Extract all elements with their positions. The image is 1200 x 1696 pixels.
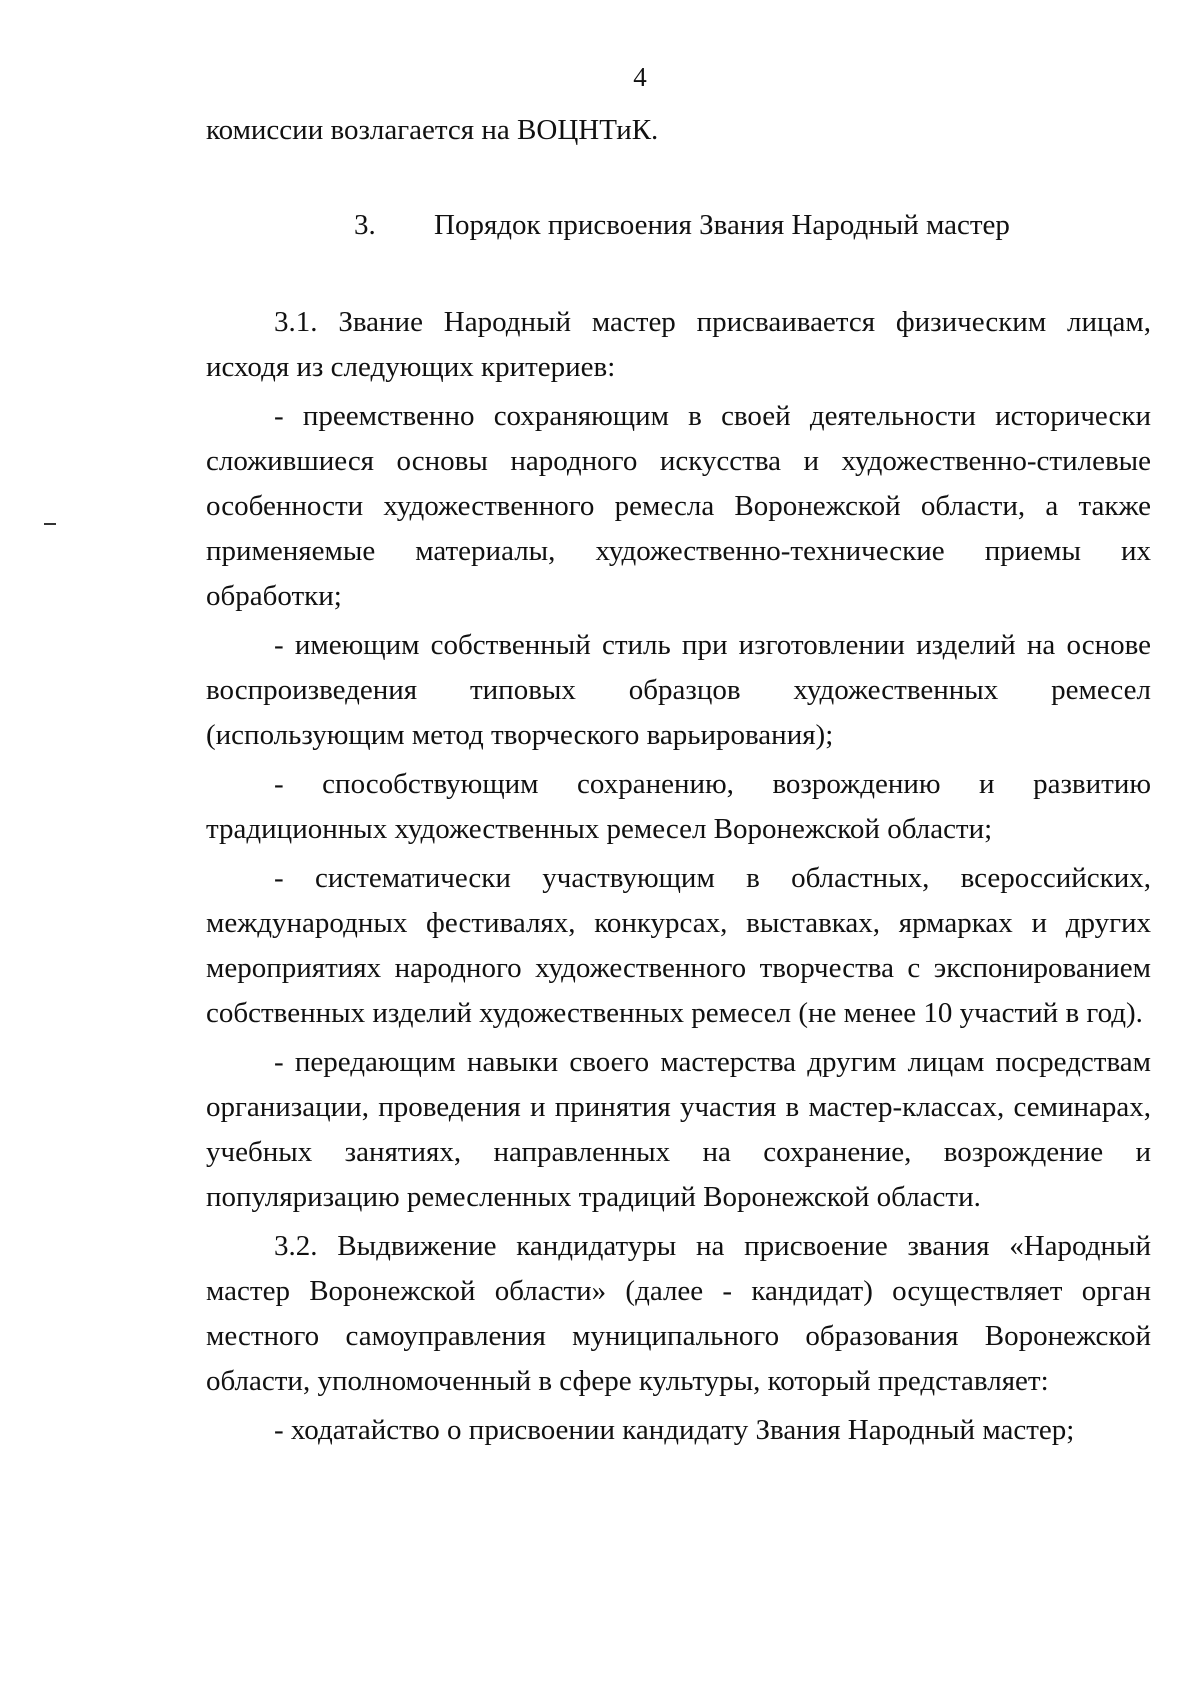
intro-line: комиссии возлагается на ВОЦНТиК. (206, 114, 659, 146)
paragraph-3-1: 3.1. Звание Народный мастер присваивается физическим лицам, исходя из следующих критериев: (206, 306, 1151, 383)
section-number: 3. (354, 209, 376, 241)
margin-mark (44, 523, 56, 525)
criterion-4: - систематически участвующим в областных, всероссийских, международных фестивалях, конкурсах, выставках, ярмарках и других мероприятиях народного художественного творчества с экспонированием собственных изделий художественных ремесел (не менее 10 участий в год). (206, 862, 1151, 1029)
document-body (206, 108, 1151, 1453)
criterion-3: - способствующим сохранению, возрождению и развитию традиционных художественных ремесел Воронежской области; (206, 768, 1151, 845)
criterion-5: - передающим навыки своего мастерства другим лицам посредствам организации, проведения и принятия участия в мастер-классах, семинарах, учебных занятиях, направленных на сохранение, возрождение и популяризацию ремесленных традиций Воронежской области. (206, 1046, 1151, 1213)
paragraph-3-2: 3.2. Выдвижение кандидатуры на присвоение звания «Народный мастер Воронежской области» (далее - кандидат) осуществляет орган местного самоуправления муниципального образования Воронежской области, уполномоченный в сфере культуры, который представляет: (206, 1230, 1151, 1397)
criterion-2: - имеющим собственный стиль при изготовлении изделий на основе воспроизведения типовых образцов художественных ремесел (использующим метод творческого варьирования); (206, 629, 1151, 751)
section-title: Порядок присвоения Звания Народный мастер (434, 209, 1010, 241)
page-number: 4 (633, 62, 647, 92)
section-heading (354, 203, 1151, 248)
requirement-1: - ходатайство о присвоении кандидату Звания Народный мастер; (274, 1414, 1075, 1446)
criterion-1: - преемственно сохраняющим в своей деятельности исторически сложившиеся основы народного искусства и художественно-стилевые особенности художественного ремесла Воронежской области, а также применяемые материалы, художественно-технические приемы их обработки; (206, 400, 1151, 612)
